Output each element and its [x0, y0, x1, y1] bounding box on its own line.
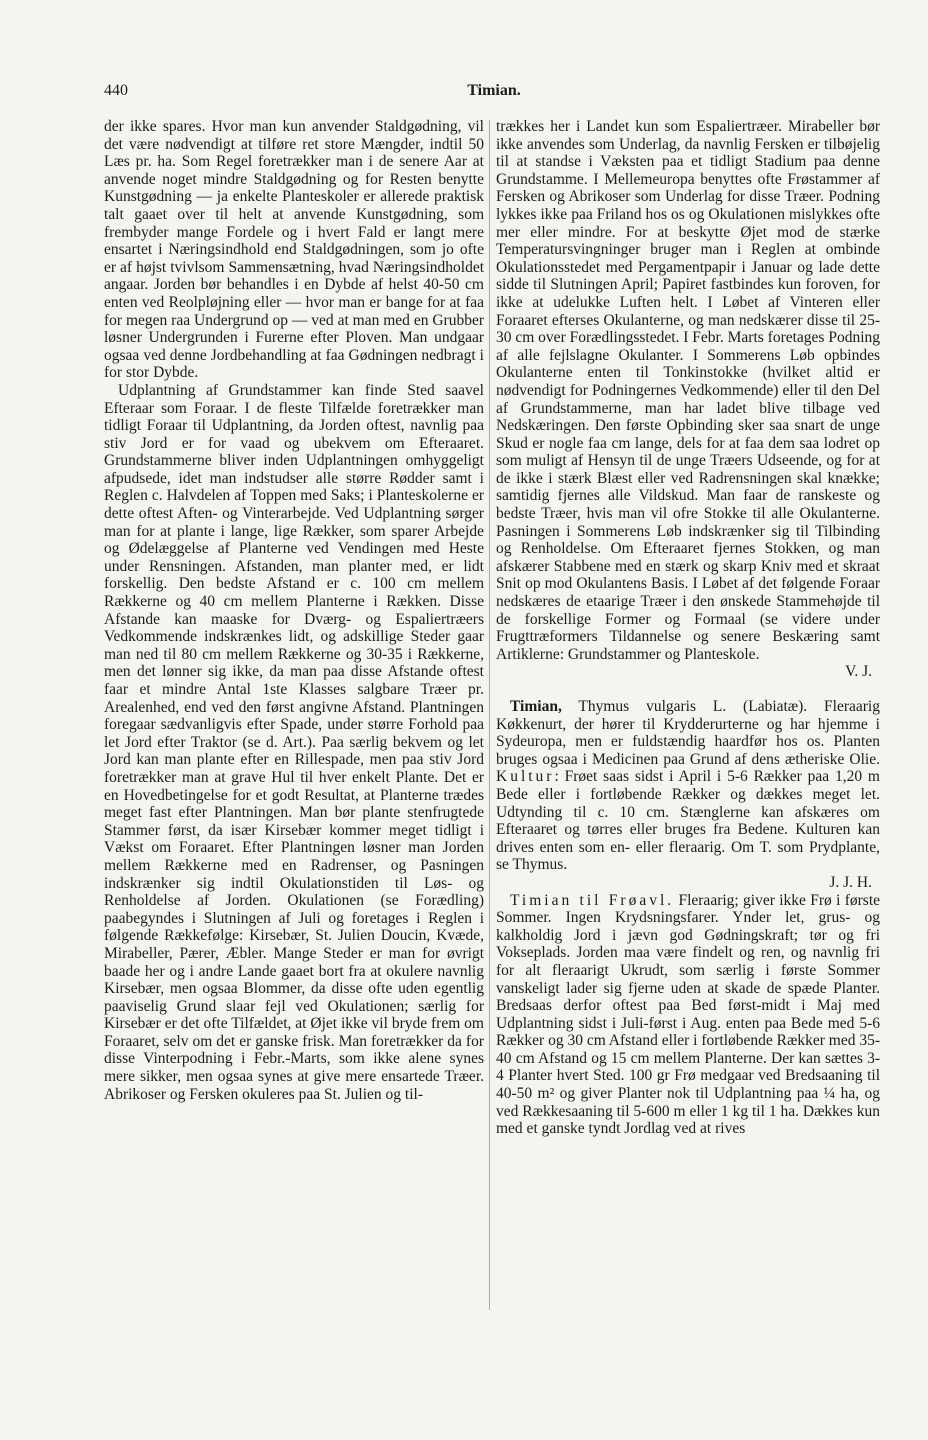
entry-spacer — [496, 681, 880, 698]
entry-timian-kultur: Kultur — [496, 768, 555, 786]
running-title: Timian. — [467, 82, 521, 99]
entry-timian — [496, 698, 880, 874]
right-column — [496, 118, 880, 1138]
left-paragraph-1: der ikke spares. Hvor man kun anvender Staldgødning, vil det være nødvendigt at tilføre ret store Mængder, indtil 50 Læs pr. ha. Som Regel foretrækker man i de senere Aar at anvende noget mindre Staldgødning og for Resten benytte Kunstgødning — ja enkelte Planteskoler er allerede praktisk talt gaaet over til helt at anvende Kunstgødning, som frembyder mange Fordele og i hvert Fald er langt mere ensartet i Næringsindhold end Staldgødningen, som jo ofte er af højst tvivlsom Sammensætning, hvad Næringsindholdet angaar. Jorden bør behandles i en Dybde af helst 40-50 cm enten ved Reolpløjning eller — hvor man er bange for at faa for megen raa Undergrund op — ved at man med en Grubber løsner Undergrunden i Furerne efter Ploven. Man undgaar ogsaa ved denne Jordbehandling at faa Gødningen nedbragt i for stor Dybde. — [104, 118, 484, 382]
author-signature-vj: V. J. — [845, 663, 872, 681]
left-column — [104, 118, 484, 1103]
author-signature-jjh: J. J. H. — [829, 873, 872, 891]
headword-timian: Timian, — [510, 698, 562, 715]
left-paragraph-2: Udplantning af Grundstammer kan finde Sted saavel Efteraar som Foraar. I de fleste Tilfælde foretrækker man tidligt Foraar til Udplantning, da Jorden oftest, navnlig paa stiv Jord er for vaad og ubekvem om Efteraaret. Grundstammerne bliver inden Udplantningen omhyggeligt afpudsede, idet man indstudser alle større Rødder samt i Reglen c. Halvdelen af Toppen med Saks; i Planteskolerne er dette oftest Aften- og Vinterarbejde. Ved Udplantning sørger man for at plante i lange, lige Rækker, som sparer Arbejde og Ødelæggelse af Planterne ved Vendingen med Heste under Rensningen. Afstanden, man planter med, er lidt forskellig. Den bedste Afstand er c. 100 cm mellem Rækkerne og 40 cm mellem Planterne i Rækken. Disse Afstande kan maaske for Dværg- og Espaliertræers Vedkommende indskrænkes lidt, og adskillige Steder gaar man ned til 80 cm mellem Rækkerne og 30-35 i Rækkerne, men det lønner sig ikke, da man paa disse Afstande oftest faar et mindre Antal 1ste Klasses salgbare Træer pr. Arealenhed, end ved den først angivne Afstand. Plantningen foregaar sædvanligvis efter Spade, under større Forhold paa let Jord efter Traktor (se d. Art.). Paa særlig bekvem og let Jord kan man plante efter en Rillespade, men paa stiv Jord foretrækker man at grave Hul til hver enkelt Plante. Det er en Hovedbetingelse for et godt Resultat, at Planterne trædes meget fast efter Plantningen. Man bør plante stenfrugtede Stammer først, da især Kirsebær kommer meget tidligt i Vækst om Foraaret. Efter Plantningen løsner man Jorden mellem Rækkerne med en Radrenser, og Pasningen indskrænker sig indtil Okulationstiden til Løs- og Renholdelse af Jorden. Okulationen (se Forædling) paabegyndes i Slutningen af Juli og foretages i Reglen i følgende Rækkefølge: Kirsebær, St. Julien Doucin, Kvæde, Mirabeller, Pærer, Æbler. Mange Steder er man for øvrigt baade her og i andre Lande gaaet bort fra at okulere navnlig Kirsebær, men ogsaa Blommer, da disse ofte uden egentlig paaviselig Grund slaar fejl ved Okulationen; særlig for Kirsebær er det ofte Tilfældet, at Øjet ikke vil bryde frem om Foraaret, selv om det er ganske frisk. Man foretrækker da for disse Vinterpodning i Febr.-Marts, som ikke alene synes mere sikker, men ogsaa synes at give mere ensartede Træer. Abrikoser og Fersken okuleres paa St. Julien og til- — [104, 381, 484, 1103]
entry-timian-text-a: Thymus vulgaris L. (Labiatæ). Fleraarig Køkkenurt, der hører til Krydderurterne og har hjemme i Sydeuropa, men er fuldstændig haardfør hos os. Planten bruges ogsaa i Medicinen paa Grund af dens ætheriske Olie. — [496, 698, 880, 768]
right-continuation-paragraph: trækkes her i Landet kun som Espaliertræer. Mirabeller bør ikke anvendes som Underlag, da navnlig Fersken er tilbøjelig til at standse i Væksten paa et tidligt Stadium paa denne Grundstamme. I Mellemeuropa benyttes ofte Frøstammer af Fersken og Abrikoser som Underlag for disse Træer. Podning lykkes ikke paa Friland hos os og Okulationen mislykkes ofte mer eller mindre. For at beskytte Øjet mod de stærke Temperatursvingninger bruger man i Reglen at ombinde Okulationsstedet med Pergamentpapir i Januar og lade dette sidde til Slutningen April; Papiret fastbindes kun foroven, for ikke at udelukke Luften helt. I Løbet af Vinteren eller Foraaret efterses Okulanterne, og man nedskærer disse til 25-30 cm over Forædlingsstedet. I Febr. Marts foretages Podning af alle fejlslagne Okulanter. I Sommerens Løb opbindes Okulanterne enten til Tonkinstokke (hvilket altid er nødvendigt for Podningernes Vedkommende) eller til den Del af Grundstammerne, man har ladet blive tilbage ved Nedskæringen. Den første Opbinding sker saa snart de unge Skud er nogle faa cm lange, dels for at faa dem saa lodret op som muligt af Hensyn til de unge Træers Udseende, og for at de ikke i stærk Blæst eller ved Radrensningen skal knække; samtidig fjernes alle Vildskud. Man faar de ranskeste og bedste Træer, hvis man vil ofre Stokke til alle Okulanterne. Pasningen i Sommerens Løb indskrænker sig til Tilbinding og Renholdelse. Om Efteraaret fjernes Stokken, og man afskærer Stabbene med en stærk og skarp Kniv med et skraat Snit op mod Okulantens Basis. I Løbet af det følgende Foraar nedskæres de etaarige Træer i den ønskede Stammehøjde til de forskellige Former og Formaal (se videre under Frugttræformers Tildannelse og senere Beskæring samt Artiklerne: Grundstammer og Planteskole. — [496, 118, 881, 663]
headword-timian-froavl: Timian til Frøavl. — [510, 891, 675, 909]
entry-timian-froavl-text: Fleraarig; giver ikke Frø i første Sommer. Ingen Krydsningsfarer. Ynder let, grus- og kalkholdig Jord i jævn god Gødningskraft; tør og fri Vokseplads. Jorden maa være findelt og ren, og navnlig fri for alt fleraarigt Ukrudt, som særlig i første Sommer vanskeligt lader sig fjerne uden at skade de spæde Planter. Bredsaas derfor oftest paa Bed først-midt i Maj med Udplantning sidst i Juli-først i Aug. enten paa Bede med 5-6 Rækker og 30 cm Afstand eller i fortløbende Rækker med 35-40 cm Afstand og 15 cm mellem Planterne. Der kan sættes 3-4 Planter hvert Sted. 100 gr Frø medgaar ved Bredsaaning til 40-50 m² og giver Planter nok til Udplantning paa ¼ ha, og ved Rækkesaaning til 5-600 m eller 1 kg til 1 ha. Dækkes kun med et ganske tyndt Jordlag ved at rives — [496, 891, 881, 1138]
entry-timian-text-b: : Frøet saas sidst i April i 5-6 Rækker paa 1,20 m Bede eller i fortløbende Rækker og dækkes meget let. Udtynding til c. 10 cm. Stænglerne kan afskæres om Efteraaret og tørres eller bruges fra Bedene. Kulturen kan drives enten som en- eller fleraarig. Om T. som Prydplante, se Thymus. — [496, 768, 880, 874]
column-divider — [489, 120, 490, 1310]
page-header — [104, 82, 884, 106]
page-number: 440 — [104, 82, 128, 99]
entry-timian-froavl — [496, 892, 880, 1138]
